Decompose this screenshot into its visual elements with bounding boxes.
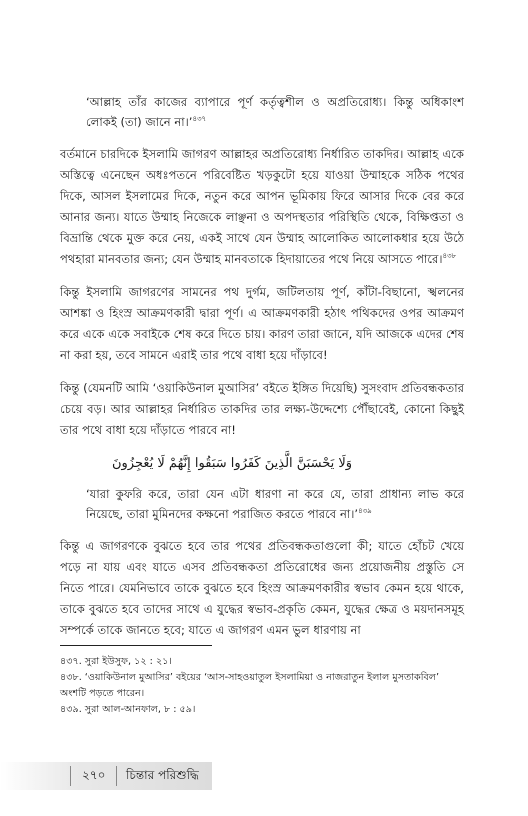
quote-2-ref: ৪৩৯ (358, 507, 372, 516)
footnote-438: ৪৩৮. ‘ওয়াকিউনাল মুআসির’ বইয়ের ‘আস-সাহওয়াতুল ইসলামিয়া ও নাজরাতুন ইলাল মুসতাকবিল’ অংশটি পড়তে পারেন। (60, 672, 440, 699)
paragraph-2: কিন্তু ইসলামি জাগরণের সামনের পথ দুর্গম, জটিলতায় পূর্ণ, কাঁটা-বিছানো, স্খলনের আশঙ্কা ও হিংস্র আক্রমণকারী দ্বারা পূর্ণ। এ আক্রমণকারী হঠাৎ পথিকদের ওপর আক্রমণ করে একে একে সবাইকে শেষ করে দিতে চায়। কারণ তারা জানে, যদি আজকে এদের শেষ না করা হয়, তবে সামনে এরাই তার পথে বাধা হয়ে দাঁড়াবে! (60, 285, 464, 362)
quote-1 (86, 92, 464, 132)
footer-separator-right (116, 766, 117, 786)
quote-1-text: ‘আল্লাহ তাঁর কাজের ব্যাপারে পূর্ণ কর্তৃত্বশীল ও অপ্রতিরোধ্য। কিন্তু অধিকাংশ লোকই (তা) জানে না।’ (86, 95, 464, 129)
footnotes (60, 654, 464, 718)
page-number: ২৭০ (82, 768, 106, 782)
paragraph-4: কিন্তু এ জাগরণকে বুঝতে হবে তার পথের প্রতিবন্ধকতাগুলো কী; যাতে হোঁচট খেয়ে পড়ে না যায় এবং যাতে এসব প্রতিবন্ধকতা প্রতিরোধের জন্য প্রয়োজনীয় প্রস্তুতি সে নিতে পারে। যেমনিভাবে তাকে বুঝতে হবে হিংস্র আক্রমণকারীর স্বভাব কেমন হয়ে থাকে, তাকে বুঝতে হবে তাদের সাথে এ যুদ্ধের স্বভাব-প্রকৃতি কেমন, যুদ্ধের ক্ষেত্র ও ময়দানসমূহ সম্পর্কে তাকে জানতে হবে; যাতে এ জাগরণ এমন ভুল ধারণায় না (60, 539, 464, 637)
quote-1-ref: ৪৩৭ (192, 115, 207, 124)
arabic-verse: وَلَا يَحْسَبَنَّ الَّذِينَ كَفَرُوا سَبَقُوا إِنَّهُمْ لَا يُعْجِزُونَ (111, 456, 353, 471)
footnote-divider (60, 645, 212, 646)
page-footer (0, 762, 528, 790)
paragraph-3: কিন্তু (যেমনটি আমি ‘ওয়াকিউনাল মুআসির’ বইতে ইঙ্গিত দিয়েছি) সুসংবাদ প্রতিবন্ধকতার চেয়ে বড়। আর আল্লাহর নির্ধারিত তাকদির তার লক্ষ্য-উদ্দেশ্যে পৌঁছাবেই, কোনো কিছুই তার পথে বাধা হয়ে দাঁড়াতে পারবে না! (60, 381, 464, 437)
paragraph-1 (60, 144, 464, 270)
quote-2-text: ‘যারা কুফরি করে, তারা যেন এটা ধারণা না করে যে, তারা প্রাধান্য লাভ করে নিয়েছে, তারা মুমিনদের কক্ষনো পরাজিত করতে পারবে না।’ (86, 487, 464, 521)
book-title: চিন্তার পরিশুদ্ধি (126, 768, 199, 782)
paragraph-1-ref: ৪৩৮ (442, 252, 457, 261)
footnote-437: ৪৩৭. সুরা ইউসুফ, ১২ : ২১। (60, 656, 172, 667)
paragraph-1-text: বর্তমানে চারদিকে ইসলামি জাগরণ আল্লাহর অপ্রতিরোধ্য নির্ধারিত তাকদির। আল্লাহ একে অস্তিত্বে এনেছেন অধঃপতনে পরিবেষ্টিত খড়কুটো হয়ে যাওয়া উম্মাহকে সঠিক পথের দিকে, আসল ইসলামের দিকে, নতুন করে আপন ভূমিকায় ফিরে আসার দিকে বের করে আনার জন্য। যাতে উম্মাহ নিজেকে লাঞ্ছনা ও অপদস্থতার পরিস্থিতি থেকে, বিক্ষিপ্ততা ও বিভ্রান্তি থেকে মুক্ত করে নেয়, একই সাথে যেন উম্মাহ আলোকিত আলোকধার হয়ে উঠে পথহারা মানবতার জন্য; যেন উম্মাহ মানবতাকে হিদায়াতের পথে নিয়ে আসতে পারে। (60, 147, 464, 266)
footer-separator-left (70, 766, 71, 786)
page-body (60, 92, 464, 653)
quote-2 (86, 484, 464, 524)
footnote-439: ৪৩৯. সুরা আল-আনফাল, ৮ : ৫৯। (60, 704, 196, 715)
